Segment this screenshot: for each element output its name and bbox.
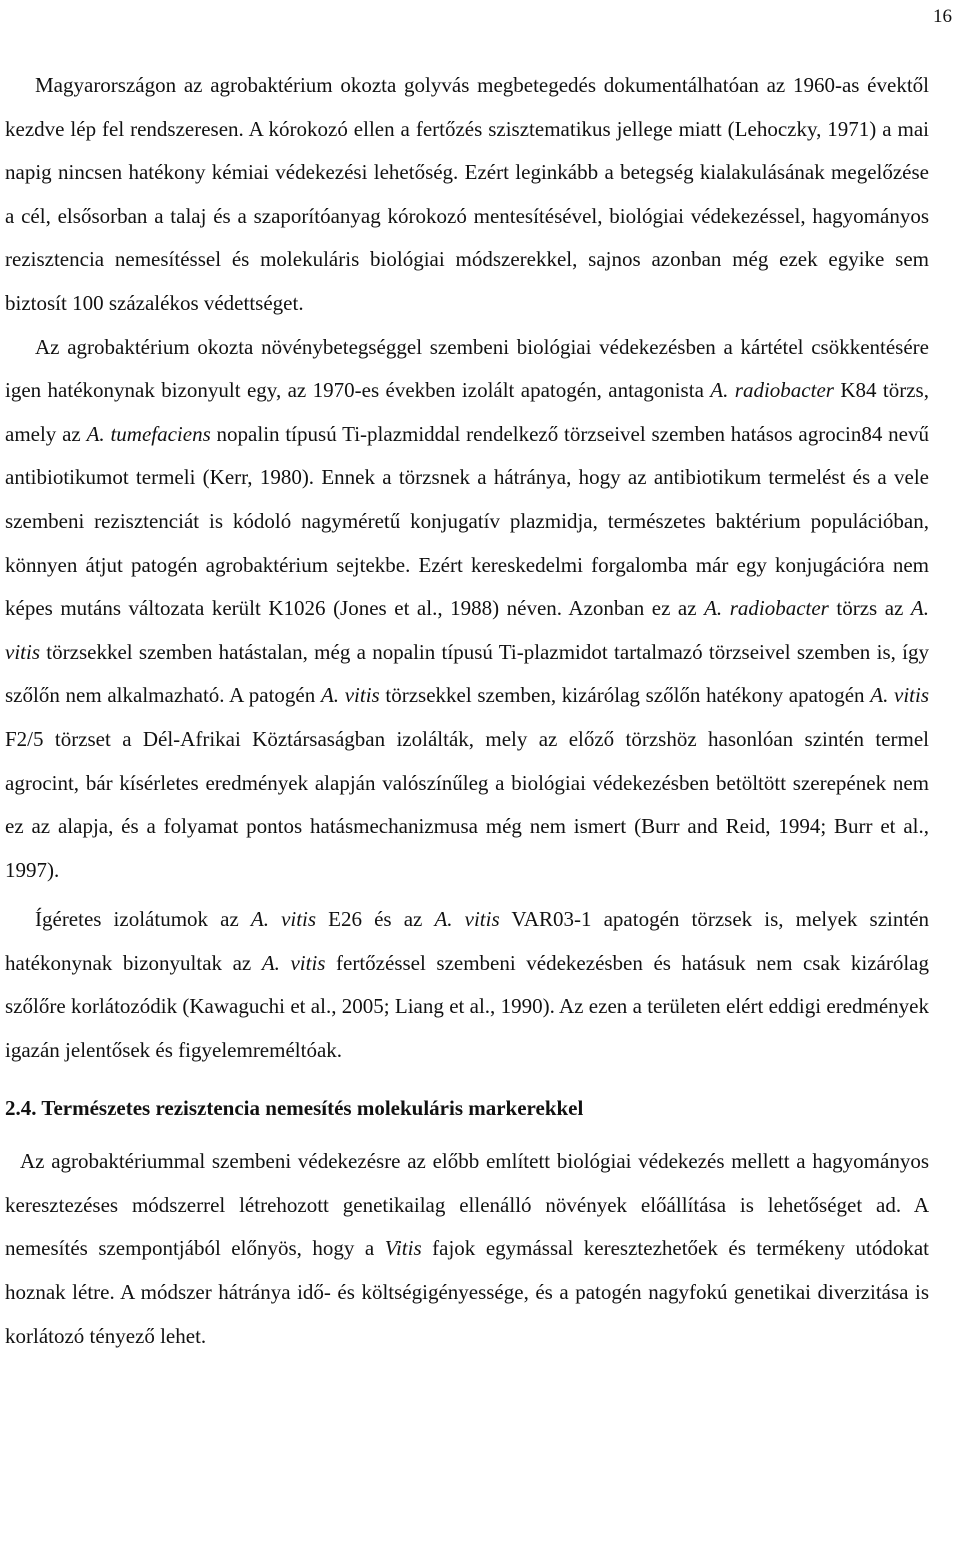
section-heading: 2.4. Természetes rezisztencia nemesítés molekuláris markerekkel xyxy=(5,1095,584,1120)
page-number: 16 xyxy=(933,6,952,27)
italic-text-run: A. vitis xyxy=(250,907,317,932)
paragraph-3 xyxy=(5,898,929,1072)
document-body xyxy=(5,64,929,1358)
italic-text-run: A. vitis xyxy=(261,950,326,975)
italic-text-run: A. tumefaciens xyxy=(86,421,211,446)
italic-text-run: A. vitis xyxy=(434,907,500,932)
text-run: nopalin típusú Ti-plazmiddal rendelkező törzseivel szemben hatásos agrocin84 nevű antibiotikumot termeli (Kerr, 1980). Ennek a törzsnek a hátránya, hogy az antibiotikum termelést és a vele szembeni rezisztenciát is kódoló nagyméretű konjugatív plazmidja, természetes baktérium populációban, könnyen átjut patogén agrobaktérium sejtekbe. Ezért kereskedelmi forgalomba már egy konjugációra nem képes mutáns változata került K1026 (Jones et al., 1988) néven. Azonban ez az xyxy=(5,421,929,621)
text-run: törzsekkel szemben hatástalan, még a nopalin típusú Ti-plazmidot tartalmazó törzseivel szemben is, így szőlőn nem alkalmazható. A patogén xyxy=(5,639,929,708)
italic-text-run: A. vitis xyxy=(870,683,930,708)
italic-text-run: Vitis xyxy=(384,1236,422,1261)
text-run: F2/5 törzset a Dél-Afrikai Köztársaságban izolálták, mely az előző törzshöz hasonlóan szintén termel agrocint, bár kísérletes eredmények alapján valószínűleg a biológiai védekezésben betöltött szerepének nem ez az alapja, és a folyamat pontos hatásmechanizmusa még nem ismert (Burr and Reid, 1994; Burr et al., 1997). xyxy=(5,726,929,882)
text-run: törzsekkel szemben, kizárólag szőlőn hatékony apatogén xyxy=(379,683,871,708)
text-run: Magyarországon az agrobaktérium okozta golyvás megbetegedés dokumentálhatóan az 1960-as évektől kezdve lép fel rendszeresen. A kórokozó ellen a fertőzés szisztematikus jellege miatt (Lehoczky, 1971) a mai napig nincsen hatékony kémiai védekezési lehetőség. Ezért leginkább a betegség kialakulásának megelőzése a cél, elsősorban a talaj és a szaporítóanyag kórokozó mentesítésével, biológiai védekezéssel, hagyományos rezisztencia nemesítéssel és molekuláris biológiai módszerekkel, sajnos azonban még ezek egyike sem biztosít 100 százalékos védettséget. xyxy=(5,73,929,315)
text-run: E26 és az xyxy=(316,907,435,932)
italic-text-run: A. radiobacter xyxy=(710,378,834,403)
text-run: Az agrobaktérium okozta növénybetegséggel szembeni biológiai védekezésben a kártétel csökkentésére igen hatékonynak bizonyult egy, az 1970-es években izolált apatogén, antagonista xyxy=(5,334,929,403)
italic-text-run: A. vitis xyxy=(5,596,929,664)
italic-text-run: A. radiobacter xyxy=(704,596,829,621)
paragraph-4 xyxy=(5,1140,929,1358)
paragraph-1 xyxy=(5,64,929,326)
text-run: Ígéretes izolátumok az xyxy=(35,907,251,932)
text-run: fajok egymással keresztezhetőek és termékeny utódokat hoznak létre. A módszer hátránya idő- és költségigényessége, és a patogén nagyfokú genetikai diverzitása is korlátozó tényező lehet. xyxy=(5,1236,929,1348)
text-run: Az agrobaktériummal szembeni védekezésre az előbb említett biológiai védekezés mellett a hagyományos keresztezéses módszerrel létrehozott genetikailag ellenálló növények előállítása is lehetőséget ad. A nemesítés szempontjából előnyös, hogy a xyxy=(5,1149,929,1261)
paragraph-2 xyxy=(5,326,929,893)
text-run: K84 törzs, amely az xyxy=(5,378,929,446)
italic-text-run: A. vitis xyxy=(320,683,380,708)
text-run: fertőzéssel szembeni védekezésben és hatásuk nem csak kizárólag szőlőre korlátozódik (Kawaguchi et al., 2005; Liang et al., 1990). Az ezen a területen elért eddigi eredmények igazán jelentősek és figyelemreméltóak. xyxy=(5,950,929,1063)
text-run: törzs az xyxy=(828,596,911,621)
text-run: VAR03-1 apatogén törzsek is, melyek szintén hatékonynak bizonyultak az xyxy=(5,907,930,975)
